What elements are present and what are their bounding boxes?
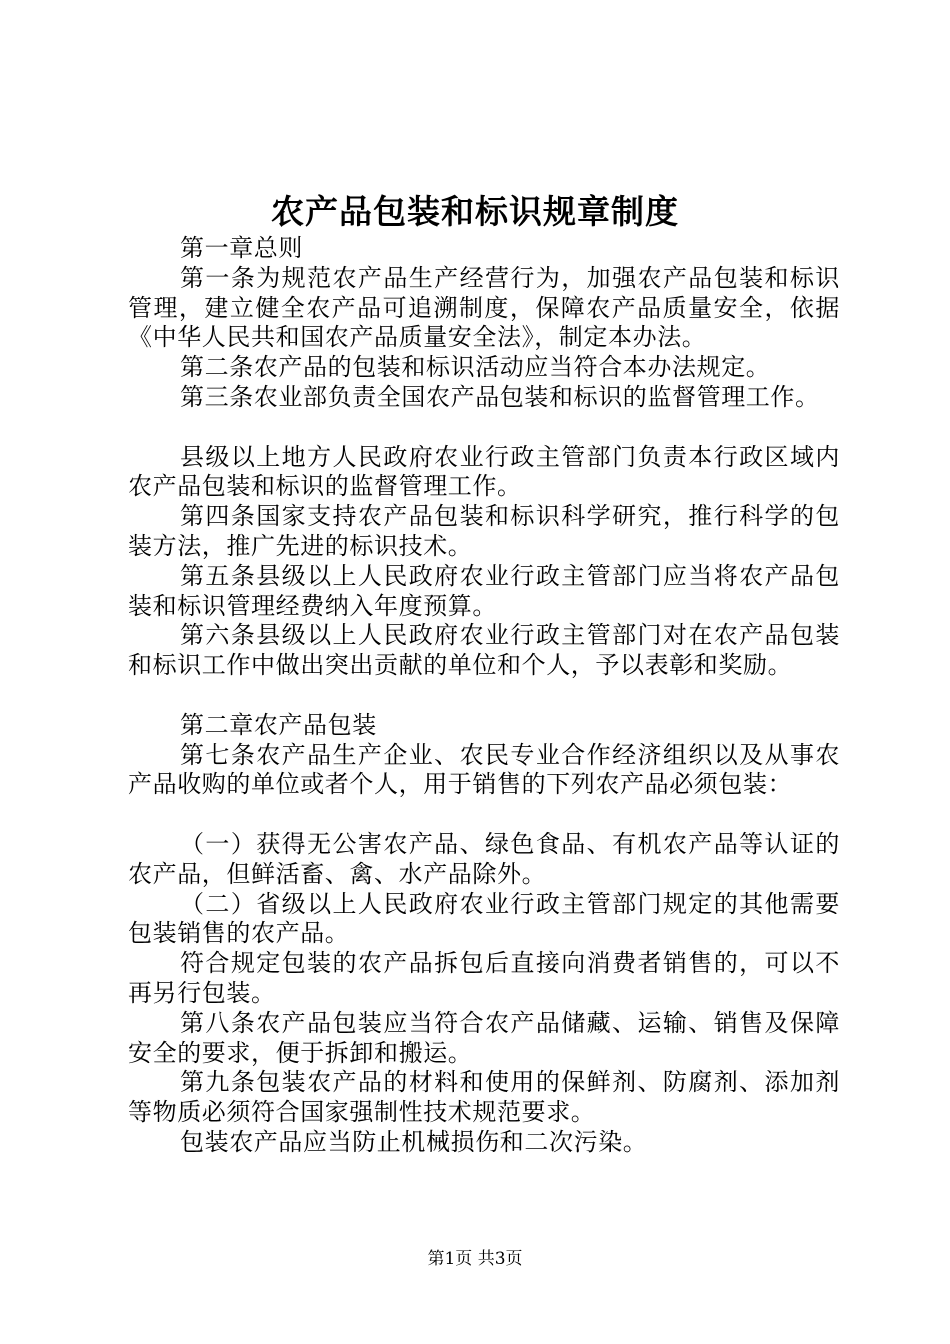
chapter-heading: 第二章农产品包装 xyxy=(180,710,377,739)
article-paragraph: 第四条国家支持农产品包装和标识科学研究，推行科学的包装方法，推广先进的标识技术。 xyxy=(128,502,840,560)
article-paragraph: 第六条县级以上人民政府农业行政主管部门对在农产品包装和标识工作中做出突出贡献的单位和个人，予以表彰和奖励。 xyxy=(128,621,840,680)
chapter-heading: 第一章总则 xyxy=(180,234,303,262)
article-paragraph: 第三条农业部负责全国农产品包装和标识的监督管理工作。 xyxy=(180,382,820,411)
article-paragraph: 第八条农产品包装应当符合农产品储藏、运输、销售及保障安全的要求，便于拆卸和搬运。 xyxy=(128,1008,840,1067)
page-footer: 第1页 共3页 xyxy=(427,1249,523,1269)
article-paragraph: 第七条农产品生产企业、农民专业合作经济组织以及从事农产品收购的单位或者个人，用于销售的下列农产品必须包装： xyxy=(128,740,840,799)
document-body xyxy=(128,234,840,1158)
list-item: （二）省级以上人民政府农业行政主管部门规定的其他需要包装销售的农产品。 xyxy=(128,889,840,948)
document-title: 农产品包装和标识规章制度 xyxy=(271,192,679,231)
article-paragraph: 符合规定包装的农产品拆包后直接向消费者销售的，可以不再另行包装。 xyxy=(128,949,840,1007)
article-paragraph: 第一条为规范农产品生产经营行为，加强农产品包装和标识管理，建立健全农产品可追溯制度，保障农产品质量安全，依据《中华人民共和国农产品质量安全法》，制定本办法。 xyxy=(128,263,840,352)
article-paragraph: 第五条县级以上人民政府农业行政主管部门应当将农产品包装和标识管理经费纳入年度预算。 xyxy=(128,561,840,620)
paragraph-gap xyxy=(128,413,840,443)
article-paragraph: 第二条农产品的包装和标识活动应当符合本办法规定。 xyxy=(180,353,771,382)
article-paragraph: 第九条包装农产品的材料和使用的保鲜剂、防腐剂、添加剂等物质必须符合国家强制性技术规范要求。 xyxy=(128,1068,840,1127)
paragraph-gap xyxy=(128,800,840,830)
article-paragraph: 包装农产品应当防止机械损伤和二次污染。 xyxy=(180,1127,648,1156)
list-item: （一）获得无公害农产品、绿色食品、有机农产品等认证的农产品，但鲜活畜、禽、水产品除外。 xyxy=(128,829,840,888)
article-paragraph: 县级以上地方人民政府农业行政主管部门负责本行政区域内农产品包装和标识的监督管理工作。 xyxy=(128,442,840,501)
paragraph-gap xyxy=(128,681,840,711)
